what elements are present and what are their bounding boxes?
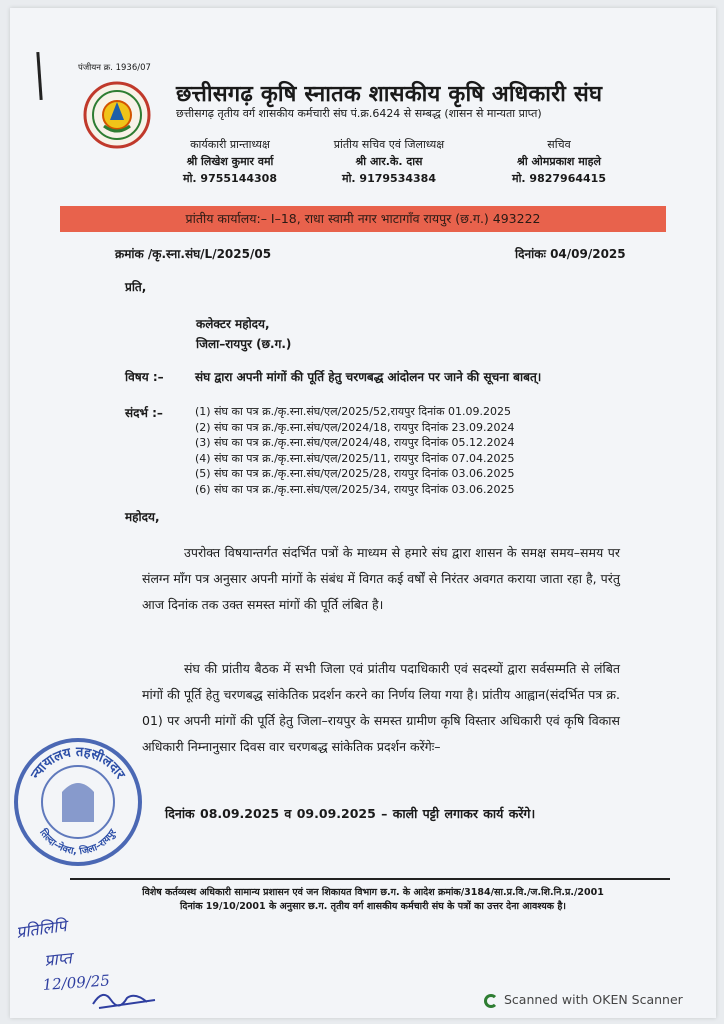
- officer-role: सचिव: [547, 138, 571, 151]
- addressee: [196, 314, 291, 354]
- addressee-line: जिला–रायपुर (छ.ग.): [196, 337, 292, 351]
- reference-item: (3) संघ का पत्र क्र./कृ.स्ना.संघ/एल/2024/48, रायपुर दिनांक 05.12.2024: [195, 436, 515, 449]
- reference-item: (1) संघ का पत्र क्र./कृ.स्ना.संघ/एल/2025/52,रायपुर दिनांक 01.09.2025: [195, 405, 511, 418]
- subject-label: विषय :–: [125, 370, 164, 384]
- org-title: छत्तीसगढ़ कृषि स्नातक शासकीय कृषि अधिकारी संघ: [176, 82, 603, 107]
- officer-name: श्री आर.के. दास: [355, 155, 423, 168]
- handwritten-line: प्रतिलिपि: [15, 916, 68, 942]
- tehsildar-stamp-icon: [10, 734, 146, 870]
- officer-phone: मो. 9755144308: [183, 172, 277, 185]
- reference-item: (2) संघ का पत्र क्र./कृ.स्ना.संघ/एल/2024/18, रायपुर दिनांक 23.09.2024: [195, 420, 515, 434]
- signature-icon: [93, 995, 155, 1008]
- handwritten-receipt: [15, 908, 175, 1018]
- salutation: महोदय,: [125, 510, 160, 524]
- registration-number: पंजीयन क्र. 1936/07: [78, 63, 151, 73]
- body-paragraph-1: उपरोक्त विषयान्तर्गत संदर्भित पत्रों के माध्यम से हमारे संघ द्वारा शासन के समक्ष समय–समय पर संलग्न माँग पत्र अनुसार अपनी मांगों के संबंध में विगत कई वर्षों से निरंतर अवगत कराया जाता रहा है, परंतु आज दिनांक तक उक्त समस्त मांगों की पूर्ति लंबित है।: [142, 545, 620, 612]
- handwritten-line: प्राप्त: [43, 948, 73, 970]
- officer-role: कार्यकारी प्रान्ताध्यक्ष: [190, 138, 270, 151]
- footer-line: दिनांक 19/10/2001 के अनुसार छ.ग. तृतीय वर्ग शासकीय कर्मचारी संघ के पत्रों का उत्तर देना आवश्यक है।: [179, 901, 567, 912]
- references-list: [195, 404, 515, 497]
- body-paragraph-2: संघ की प्रांतीय बैठक में सभी जिला एवं प्रांतीय पदाधिकारी एवं सदस्यों द्वारा सर्वसम्मति से लंबित मांगों की पूर्ति हेतु चरणबद्ध सांकेतिक प्रदर्शन करने का निर्णय लिया गया है। प्रांतीय आह्वान(संदर्भित पत्र क्र. 01) पर अपनी मांगों की पूर्ति हेतु जिला–रायपुर के समस्त ग्रामीण कृषि विस्तार अधिकारी एवं कृषि विकास अधिकारी निम्नानुसार दिवस वार चरणबद्ध सांकेतिक प्रदर्शन करेंगेः–: [142, 661, 620, 754]
- stamp-text: न्यायालय तहसीलदार: [28, 744, 128, 782]
- addressee-line: कलेक्टर महोदय,: [196, 317, 270, 331]
- scanner-watermark: [484, 992, 683, 1008]
- scanner-text: Scanned with OKEN Scanner: [504, 992, 683, 1007]
- letter-date: दिनांकः 04/09/2025: [515, 247, 626, 261]
- officer-role: प्रांतीय सचिव एवं जिलाध्यक्ष: [333, 138, 445, 151]
- references-label: संदर्भ :–: [125, 406, 163, 420]
- stamp-bottom-text: तिल्दा–नेवरा, जिला–रायपुर: [37, 827, 119, 858]
- officer-3: [454, 136, 664, 187]
- reference-item: (4) संघ का पत्र क्र./कृ.स्ना.संघ/एल/2025/11, रायपुर दिनांक 07.04.2025: [195, 451, 515, 465]
- org-subtitle: छत्तीसगढ़ तृतीय वर्ग शासकीय कर्मचारी संघ पं.क्र.6424 से सम्बद्ध (शासन से मान्यता प्राप्त): [176, 107, 542, 120]
- officer-name: श्री ओमप्रकाश माहले: [517, 155, 601, 168]
- officer-phone: मो. 9827964415: [512, 172, 606, 185]
- oken-scanner-icon: [484, 994, 498, 1008]
- subject-text: संघ द्वारा अपनी मांगों की पूर्ति हेतु चरणबद्ध आंदोलन पर जाने की सूचना बाबत्।: [195, 370, 542, 384]
- officer-phone: मो. 9179534384: [342, 172, 436, 185]
- handwritten-line: 12/09/25: [42, 971, 111, 994]
- reference-number: क्रमांक /कृ.स्ना.संघ/L/2025/05: [115, 247, 272, 261]
- footer-divider: [70, 878, 670, 880]
- office-address-band: प्रांतीय कार्यालय:– I–18, राधा स्वामी नगर भाटागाँव रायपुर (छ.ग.) 493222: [60, 206, 666, 232]
- svg-text:तिल्दा–नेवरा, जिला–रायपुर: [37, 826, 120, 857]
- reference-item: (6) संघ का पत्र क्र./कृ.स्ना.संघ/एल/2025/34, रायपुर दिनांक 03.06.2025: [195, 482, 515, 496]
- to-label: प्रति,: [125, 280, 147, 294]
- footer-line: विशेष कर्तव्यस्थ अधिकारी सामान्य प्रशासन एवं जन शिकायत विभाग छ.ग. के आदेश क्रमांक/3184/सा.प्र.वि./ज.शि.नि.प्र./2001: [142, 887, 604, 898]
- reference-item: (5) संघ का पत्र क्र./कृ.स्ना.संघ/एल/2025/28, रायपुर दिनांक 03.06.2025: [195, 467, 515, 480]
- officer-name: श्री लिखेश कुमार वर्मा: [186, 155, 274, 168]
- protest-schedule: दिनांक 08.09.2025 व 09.09.2025 – काली पट्टी लगाकर कार्य करेंगे।: [165, 806, 536, 821]
